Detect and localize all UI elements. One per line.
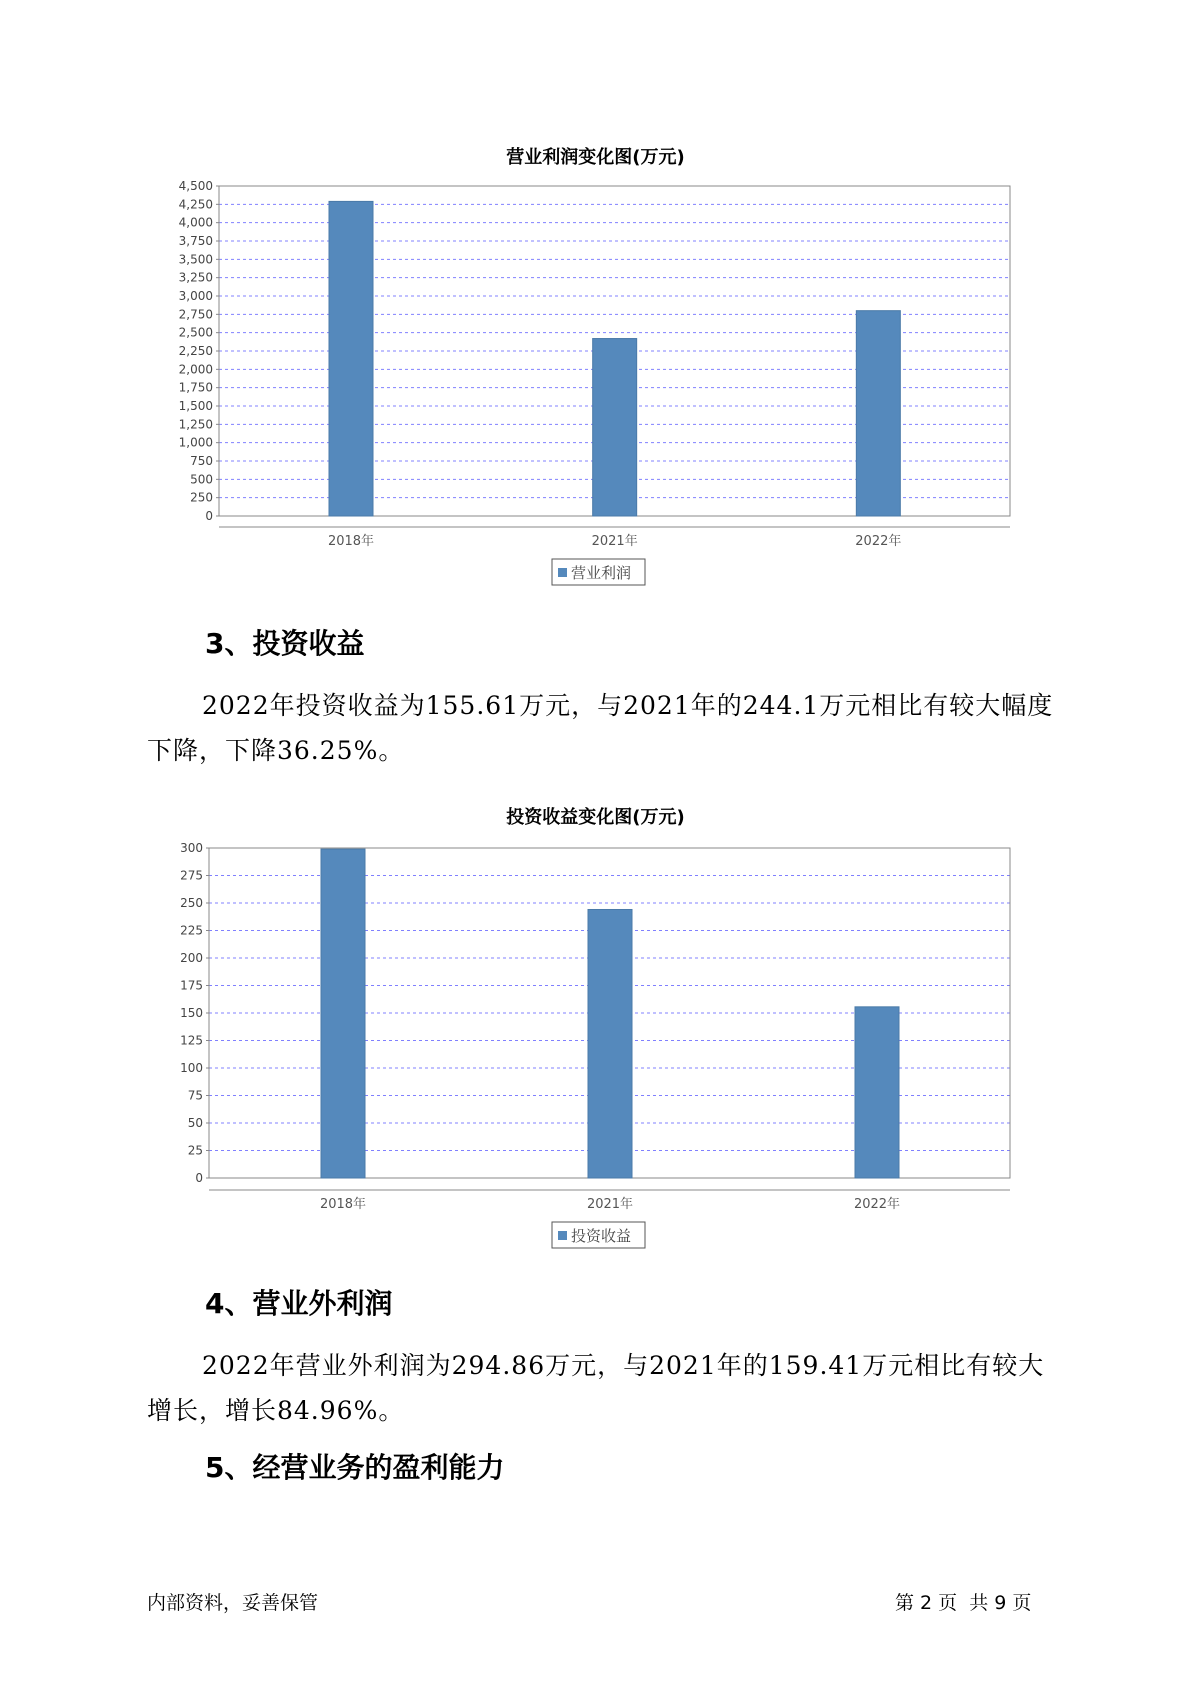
- section4-paragraph: 2022年营业外利润为294.86万元，与2021年的159.41万元相比有较大增长，增长84.96%。: [147, 1351, 1045, 1425]
- section3-paragraph: 2022年投资收益为155.61万元，与2021年的244.1万元相比有较大幅度下降，下降36.25%。: [147, 691, 1054, 765]
- y-tick-label: 3,000: [178, 289, 213, 303]
- y-tick-label: 2,750: [178, 307, 213, 322]
- section3-heading: 3、投资收益: [205, 627, 365, 660]
- y-tick-label: 2,250: [178, 344, 213, 358]
- y-tick-label: 200: [180, 951, 203, 965]
- y-tick-label: 275: [180, 868, 203, 883]
- y-tick-label: 2,000: [178, 362, 213, 377]
- y-tick-label: 125: [180, 1033, 203, 1048]
- y-tick-label: 150: [180, 1006, 203, 1020]
- y-tick-label: 0: [205, 509, 213, 523]
- y-tick-label: 3,500: [178, 252, 213, 267]
- chart1-title: 营业利润变化图(万元): [506, 147, 685, 168]
- x-tick-label: 2021年: [591, 534, 638, 549]
- y-tick-label: 300: [180, 841, 203, 855]
- chart2-title: 投资收益变化图(万元): [506, 807, 685, 828]
- y-tick-label: 4,000: [178, 215, 213, 230]
- y-tick-label: 100: [180, 1061, 203, 1075]
- y-tick-label: 3,750: [178, 234, 213, 248]
- y-tick-label: 25: [187, 1143, 203, 1158]
- y-tick-label: 175: [180, 978, 203, 993]
- x-tick-label: 2022年: [855, 534, 902, 549]
- y-tick-label: 1,250: [178, 417, 213, 432]
- section5-heading: 5、经营业务的盈利能力: [205, 1451, 505, 1484]
- y-tick-label: 250: [180, 896, 203, 910]
- y-tick-label: 4,500: [178, 179, 213, 193]
- y-tick-label: 50: [187, 1116, 203, 1130]
- section4-heading: 4、营业外利润: [205, 1287, 393, 1320]
- bar-2018年: [321, 849, 365, 1178]
- y-tick-label: 4,250: [178, 197, 213, 212]
- y-tick-label: 1,000: [178, 435, 213, 450]
- y-tick-label: 75: [187, 1088, 203, 1103]
- bar-2022年: [855, 1007, 899, 1178]
- footer-confidential-note: 内部资料，妥善保管: [147, 1592, 319, 1614]
- x-tick-label: 2022年: [853, 1197, 901, 1212]
- y-tick-label: 1,750: [178, 380, 213, 395]
- footer-page-number: 第 2 页 共 9 页: [895, 1592, 1032, 1614]
- y-tick-label: 1,500: [178, 399, 213, 413]
- y-tick-label: 225: [180, 923, 203, 938]
- y-tick-label: 750: [190, 454, 213, 468]
- y-tick-label: 250: [190, 490, 213, 505]
- legend-label: 营业利润: [571, 564, 632, 582]
- y-tick-label: 3,250: [178, 270, 213, 285]
- x-tick-label: 2018年: [319, 1197, 367, 1212]
- y-tick-label: 2,500: [178, 325, 213, 340]
- legend-label: 投资收益: [571, 1227, 632, 1245]
- x-tick-label: 2021年: [586, 1197, 634, 1212]
- y-tick-label: 0: [195, 1171, 203, 1185]
- y-tick-label: 500: [190, 472, 213, 487]
- legend-swatch: [558, 1231, 567, 1240]
- bar-2021年: [588, 909, 632, 1178]
- x-tick-label: 2018年: [327, 534, 375, 549]
